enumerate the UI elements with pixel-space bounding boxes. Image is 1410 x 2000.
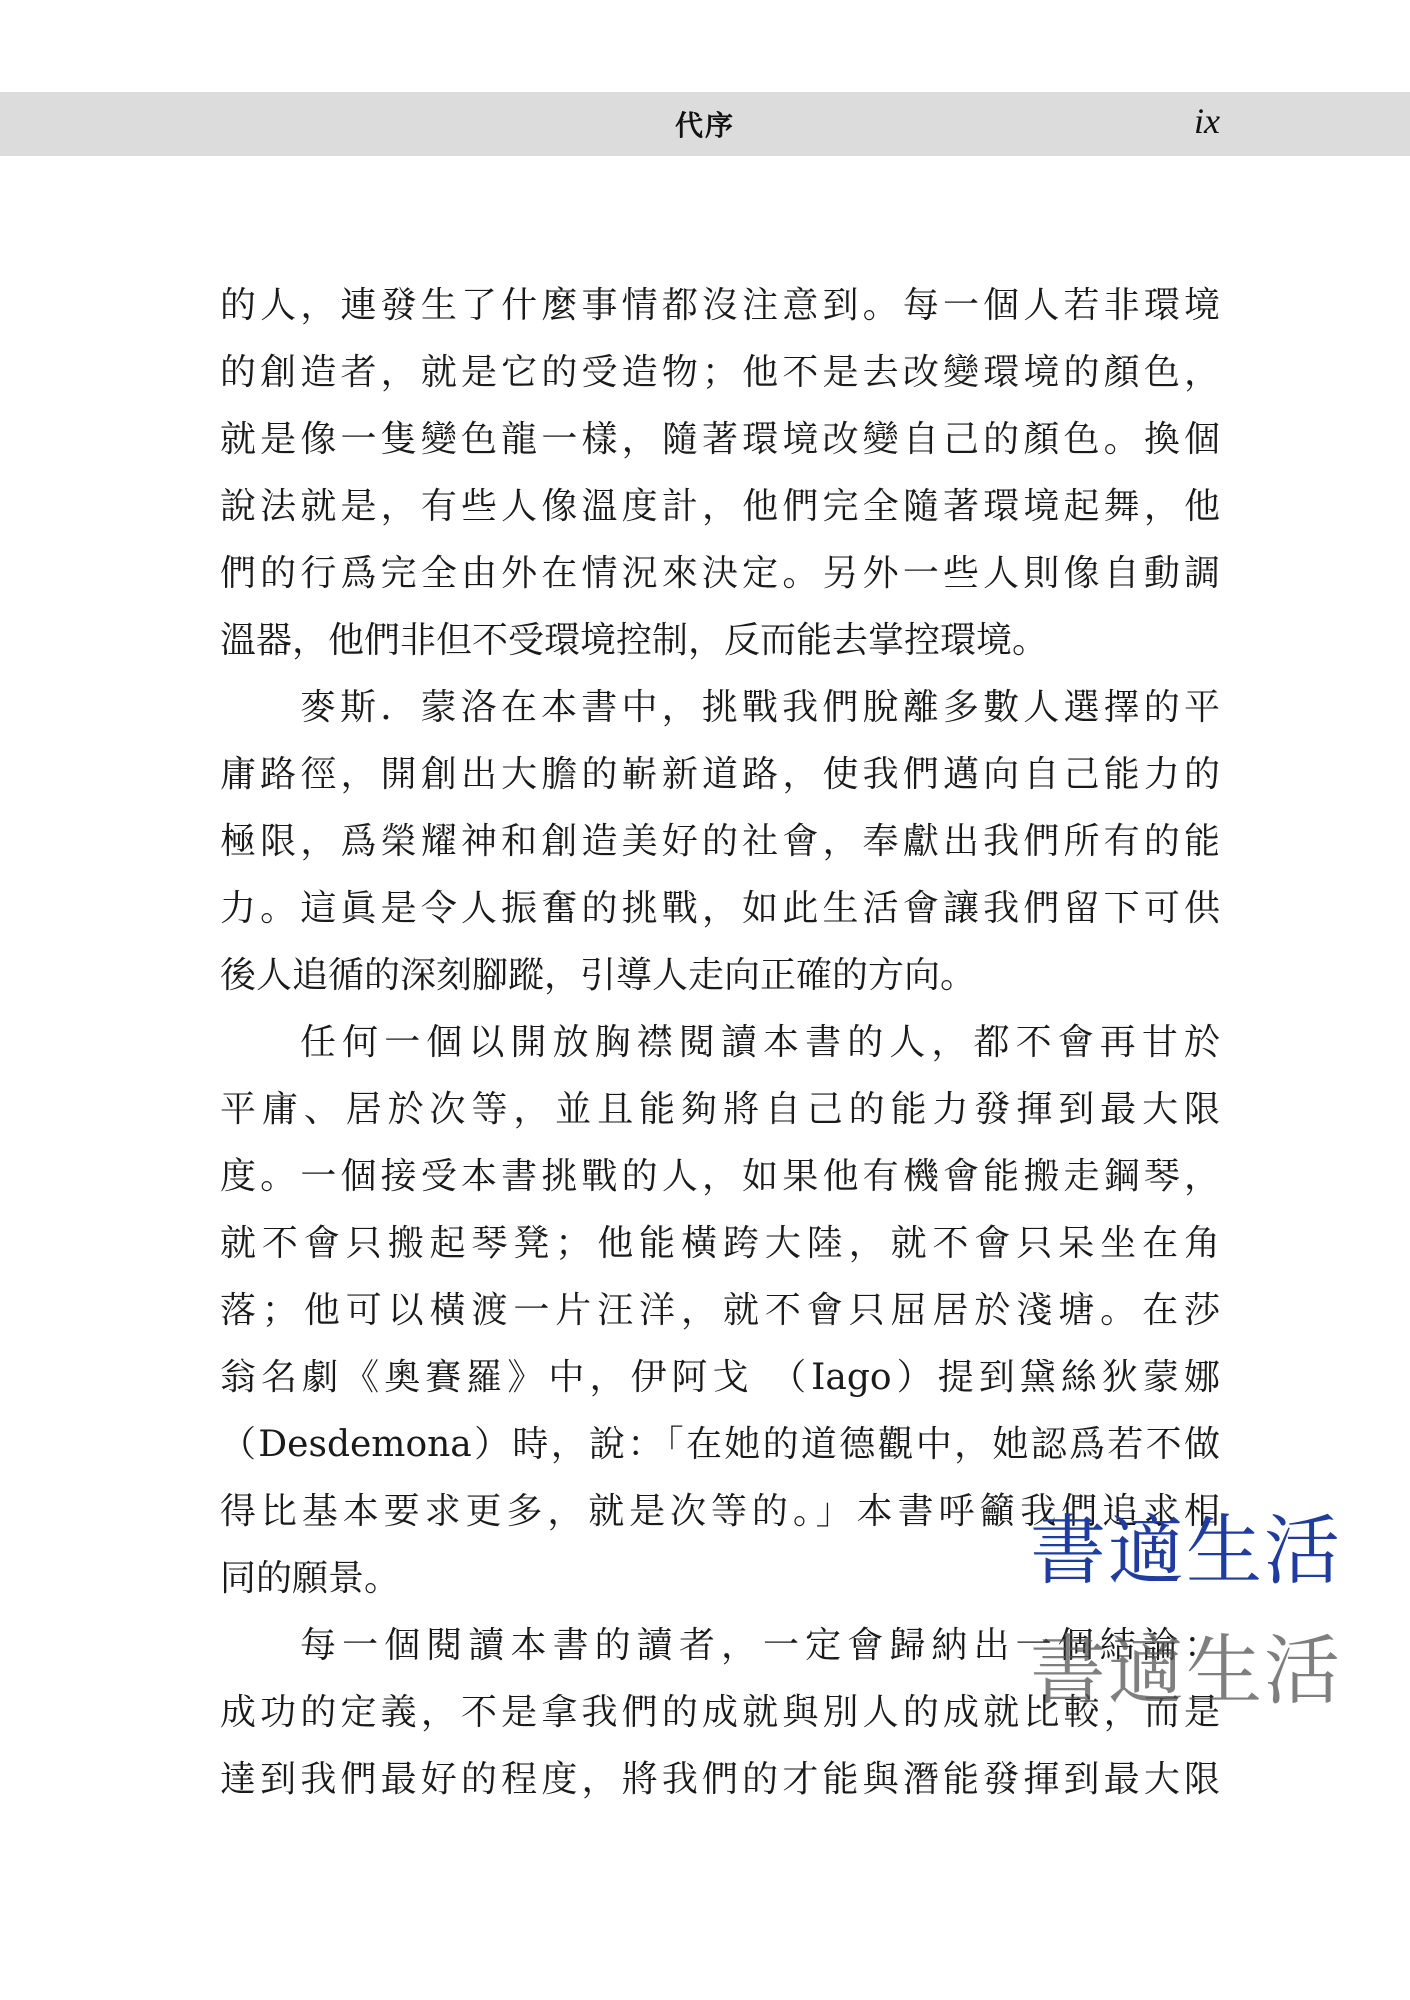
text-line: 就不會只搬起琴凳；他能橫跨大陸，就不會只呆坐在角: [220, 1223, 1220, 1264]
text-line: 力。這眞是令人振奮的挑戰，如此生活會讓我們留下可供: [220, 888, 1220, 929]
watermark-primary: 書適生活: [1030, 1506, 1342, 1595]
text-line: 同的願景。: [220, 1558, 401, 1599]
text-line: 麥斯．蒙洛在本書中，挑戰我們脫離多數人選擇的平: [300, 687, 1220, 728]
text-line: 度。一個接受本書挑戰的人，如果他有機會能搬走鋼琴，: [220, 1156, 1220, 1197]
text-line: 的人，連發生了什麼事情都沒注意到。每一個人若非環境: [220, 285, 1220, 326]
paragraph: [220, 272, 1220, 674]
text-line: 後人追循的深刻腳蹤，引導人走向正確的方向。: [220, 955, 977, 996]
text-line: 達到我們最好的程度，將我們的才能與潛能發揮到最大限: [220, 1759, 1220, 1800]
text-line: 就是像一隻變色龍一樣，隨著環境改變自己的顏色。換個: [220, 419, 1220, 460]
text-line: 翁名劇《奧賽羅》中，伊阿戈 （Iago）提到黛絲狄蒙娜: [220, 1357, 1220, 1398]
page-number: ix: [1194, 101, 1220, 141]
text-line: 溫器，他們非但不受環境控制，反而能去掌控環境。: [220, 620, 1049, 661]
text-line: 成功的定義，不是拿我們的成就與別人的成就比較，而是: [220, 1692, 1220, 1733]
text-line: 的創造者，就是它的受造物；他不是去改變環境的顏色，: [220, 352, 1220, 393]
chapter-title: 代序: [674, 109, 735, 142]
text-line: 說法就是，有些人像溫度計，他們完全隨著環境起舞，他: [220, 486, 1220, 527]
watermark-secondary: 書適生活: [1030, 1626, 1342, 1715]
text-line: 極限，爲榮耀神和創造美好的社會，奉獻出我們所有的能: [220, 821, 1220, 862]
text-line: 平庸、居於次等，並且能夠將自己的能力發揮到最大限: [220, 1089, 1220, 1130]
text-line: 們的行爲完全由外在情況來決定。另外一些人則像自動調: [220, 553, 1220, 594]
text-line: 每一個閱讀本書的讀者，一定會歸納出一個結論：: [300, 1625, 1220, 1666]
text-line: 得比基本要求更多，就是次等的。」本書呼籲我們追求相: [220, 1491, 1220, 1532]
text-line: 任何一個以開放胸襟閱讀本書的人，都不會再甘於: [300, 1022, 1220, 1063]
text-line: （Desdemona）時，說：「在她的道德觀中，她認爲若不做: [220, 1424, 1220, 1465]
text-line: 落；他可以橫渡一片汪洋，就不會只屈居於淺塘。在莎: [220, 1290, 1220, 1331]
text-line: 庸路徑，開創出大膽的嶄新道路，使我們邁向自己能力的: [220, 754, 1220, 795]
running-header: [0, 92, 1410, 156]
paragraph: [220, 674, 1220, 1009]
